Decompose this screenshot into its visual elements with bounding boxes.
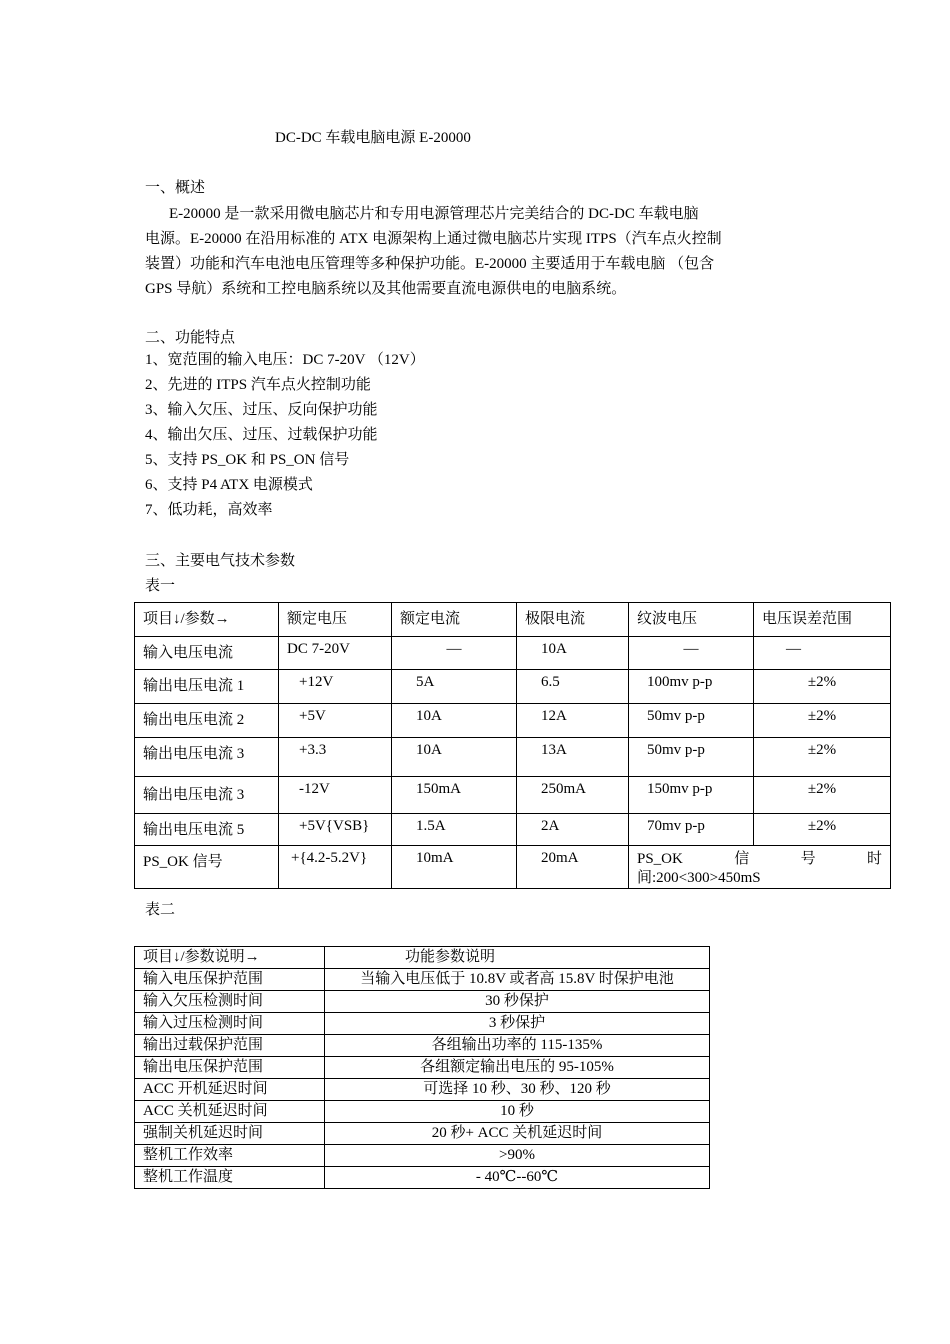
- table-cell: —: [629, 637, 754, 670]
- table-cell: +5V: [279, 704, 392, 738]
- table-cell: 3 秒保护: [325, 1013, 710, 1035]
- table-cell: -12V: [279, 777, 392, 814]
- table-cell: ±2%: [754, 738, 891, 777]
- table-row: [135, 1035, 710, 1057]
- table-header-row: [135, 603, 891, 637]
- paragraph-line: GPS 导航）系统和工控电脑系统以及其他需要直流电源供电的电脑系统。: [145, 281, 627, 297]
- table-cell: —: [754, 637, 891, 670]
- note-word: 时: [866, 851, 882, 867]
- table-cell: 各组输出功率的 115-135%: [325, 1035, 710, 1057]
- table-cell: 13A: [517, 738, 629, 777]
- ps-ok-note-line2: 间:200<300>450mS: [637, 870, 761, 886]
- table-row: [135, 1079, 710, 1101]
- table-cell: 整机工作温度: [135, 1167, 325, 1189]
- table-cell: 10A: [392, 738, 517, 777]
- table-row: [135, 738, 891, 777]
- table-cell: 2A: [517, 814, 629, 846]
- note-word: PS_OK: [637, 851, 683, 867]
- table-cell: 250mA: [517, 777, 629, 814]
- ps-ok-note-line1: [637, 850, 882, 869]
- table-cell: 输出电压电流 5: [135, 814, 279, 846]
- feature-item: 7、低功耗，高效率: [145, 502, 273, 518]
- header-cell: 电压误差范围: [754, 603, 891, 637]
- table-cell: 输入电压电流: [135, 637, 279, 670]
- header-cell: 额定电压: [279, 603, 392, 637]
- table-cell: ±2%: [754, 814, 891, 846]
- document-title: DC-DC 车载电脑电源 E-20000: [275, 130, 471, 146]
- paragraph-line: E-20000 是一款采用微电脑芯片和专用电源管理芯片完美结合的 DC-DC 车载电脑: [169, 206, 699, 222]
- table-row: [135, 1013, 710, 1035]
- section-heading-features: 二、功能特点: [145, 330, 236, 346]
- table-row: [135, 1145, 710, 1167]
- table-row: [135, 777, 891, 814]
- table-cell: 输出电压电流 3: [135, 777, 279, 814]
- paragraph-line: 装置）功能和汽车电池电压管理等多种保护功能。E-20000 主要适用于车载电脑 （包含: [145, 256, 715, 272]
- table-cell: 输出电压电流 3: [135, 738, 279, 777]
- table-cell: 输出电压电流 2: [135, 704, 279, 738]
- table-cell: >90%: [325, 1145, 710, 1167]
- table-cell: 10 秒: [325, 1101, 710, 1123]
- table-cell: DC 7-20V: [279, 637, 392, 670]
- note-word: 号: [800, 851, 816, 867]
- table-cell: 输入电压保护范围: [135, 969, 325, 991]
- table-row-ps-ok: [135, 846, 891, 889]
- table-cell: 10A: [392, 704, 517, 738]
- section-heading-params: 三、主要电气技术参数: [145, 553, 296, 569]
- header-cell: 功能参数说明: [325, 947, 710, 969]
- feature-list: [145, 348, 425, 523]
- table-cell: 6.5: [517, 670, 629, 704]
- feature-item: 3、输入欠压、过压、反向保护功能: [145, 402, 378, 418]
- ps-ok-timing-note: [629, 846, 891, 889]
- header-cell: 额定电流: [392, 603, 517, 637]
- table-cell: 20 秒+ ACC 关机延迟时间: [325, 1123, 710, 1145]
- feature-item: 4、输出欠压、过压、过载保护功能: [145, 427, 378, 443]
- table-cell: PS_OK 信号: [135, 846, 279, 889]
- params-table-2: [134, 946, 710, 1189]
- table-cell: +3.3: [279, 738, 392, 777]
- table-cell: 50mv p-p: [629, 704, 754, 738]
- table-cell: 10A: [517, 637, 629, 670]
- table-cell: 30 秒保护: [325, 991, 710, 1013]
- table-row: [135, 1167, 710, 1189]
- table-row: [135, 670, 891, 704]
- table-cell: +12V: [279, 670, 392, 704]
- params-table-1: [134, 602, 891, 889]
- table-cell: 当输入电压低于 10.8V 或者高 15.8V 时保护电池: [325, 969, 710, 991]
- table-cell: - 40℃--60℃: [325, 1167, 710, 1189]
- table-cell: 输出电压保护范围: [135, 1057, 325, 1079]
- header-cell: 纹波电压: [629, 603, 754, 637]
- table-cell: 10mA: [392, 846, 517, 889]
- table-header-row: [135, 947, 710, 969]
- header-cell: 极限电流: [517, 603, 629, 637]
- table-row: [135, 637, 891, 670]
- table-cell: 100mv p-p: [629, 670, 754, 704]
- table-cell: 整机工作效率: [135, 1145, 325, 1167]
- table-cell: ACC 关机延迟时间: [135, 1101, 325, 1123]
- table-cell: 150mv p-p: [629, 777, 754, 814]
- table-row: [135, 991, 710, 1013]
- table-cell: 1.5A: [392, 814, 517, 846]
- table-cell: +5V{VSB}: [279, 814, 392, 846]
- table-cell: 输入过压检测时间: [135, 1013, 325, 1035]
- table-row: [135, 1101, 710, 1123]
- table-cell: 输入欠压检测时间: [135, 991, 325, 1013]
- paragraph-line: 电源。E-20000 在沿用标准的 ATX 电源架构上通过微电脑芯片实现 ITPS（汽车点火控制: [145, 231, 722, 247]
- table-cell: 输出过载保护范围: [135, 1035, 325, 1057]
- table-cell: ±2%: [754, 704, 891, 738]
- table-cell: —: [392, 637, 517, 670]
- overview-paragraph: [145, 202, 790, 302]
- table-row: [135, 814, 891, 846]
- table-cell: 各组额定输出电压的 95-105%: [325, 1057, 710, 1079]
- table-cell: 20mA: [517, 846, 629, 889]
- feature-item: 5、支持 PS_OK 和 PS_ON 信号: [145, 452, 350, 468]
- table-cell: ACC 开机延迟时间: [135, 1079, 325, 1101]
- table-cell: ±2%: [754, 670, 891, 704]
- table-cell: 50mv p-p: [629, 738, 754, 777]
- table-cell: 150mA: [392, 777, 517, 814]
- table-cell: 可选择 10 秒、30 秒、120 秒: [325, 1079, 710, 1101]
- table-cell: ±2%: [754, 777, 891, 814]
- table2-label: 表二: [145, 902, 176, 918]
- table-cell: 70mv p-p: [629, 814, 754, 846]
- feature-item: 2、先进的 ITPS 汽车点火控制功能: [145, 377, 371, 393]
- table1-label: 表一: [145, 578, 176, 594]
- feature-item: 6、支持 P4 ATX 电源模式: [145, 477, 313, 493]
- table-cell: 12A: [517, 704, 629, 738]
- table-row: [135, 969, 710, 991]
- section-heading-overview: 一、概述: [145, 180, 206, 196]
- header-cell: 项目↓/参数→: [135, 603, 279, 637]
- table-cell: 强制关机延迟时间: [135, 1123, 325, 1145]
- note-word: 信: [734, 851, 750, 867]
- table-cell: 5A: [392, 670, 517, 704]
- header-cell: 项目↓/参数说明→: [135, 947, 325, 969]
- feature-item: 1、宽范围的输入电压：DC 7-20V （12V）: [145, 352, 425, 368]
- table-row: [135, 1057, 710, 1079]
- table-cell: +{4.2-5.2V}: [279, 846, 392, 889]
- table-row: [135, 1123, 710, 1145]
- table-row: [135, 704, 891, 738]
- table-cell: 输出电压电流 1: [135, 670, 279, 704]
